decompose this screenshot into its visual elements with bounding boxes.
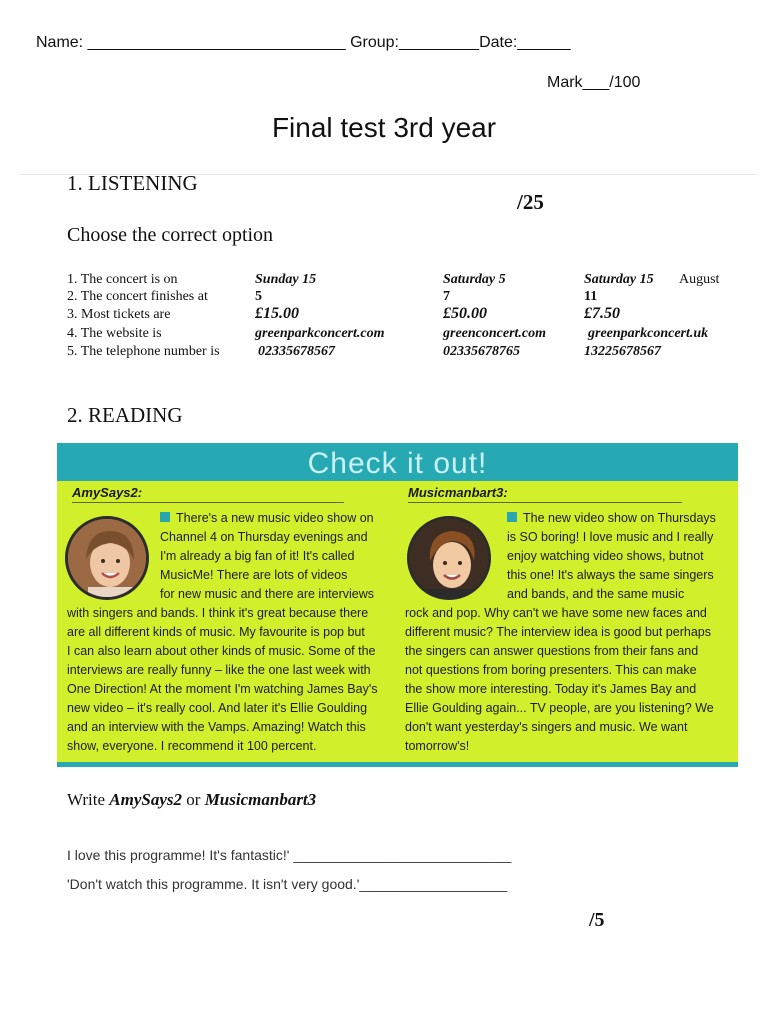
question-text: 3. Most tickets are <box>67 307 171 322</box>
student-info-line: Name: _____________________________ Group:_________Date:______ <box>36 34 571 51</box>
option-c: 11 <box>584 289 598 304</box>
post-a-line: I'm already a big fan of it! It's called <box>160 549 355 563</box>
post-b-divider <box>408 502 682 503</box>
post-a-line: One Direction! At the moment I'm watching James Bay's <box>67 682 378 696</box>
post-a-username: AmySays2: <box>72 485 143 500</box>
post-b-line: not questions from boring presenters. This can make <box>405 663 697 677</box>
post-b-line: tomorrow's! <box>405 739 470 753</box>
reading-heading: 2. READING <box>67 403 183 427</box>
post-a-line: and an interview with the Vamps. Amazing! Watch this <box>67 720 366 734</box>
option-b: Saturday 5 <box>443 272 506 287</box>
option-a: 5 <box>255 289 262 304</box>
listening-instruction: Choose the correct option <box>67 224 274 246</box>
option-c: greenparkconcert.uk <box>588 326 709 341</box>
reading-score: /5 <box>589 909 605 931</box>
question-text: 2. The concert finishes at <box>67 289 208 304</box>
option-b: 7 <box>443 289 450 304</box>
option-extra: August <box>679 272 720 287</box>
post-b-line: this one! It's always the same singers <box>507 568 714 582</box>
post-a-line: I can also learn about other kinds of music. Some of the <box>67 644 376 658</box>
post-b-line: Ellie Goulding again... TV people, are you listening? We <box>405 701 714 715</box>
tag-a-icon <box>160 512 170 522</box>
avatar <box>407 516 491 600</box>
post-a-line: are all different kinds of music. My favourite is pop but <box>67 625 365 639</box>
post-a-line: with singers and bands. I think it's great because there <box>67 606 369 620</box>
option-b: greenconcert.com <box>443 326 547 341</box>
post-b-line: the show more interesting. Today it's James Bay and <box>405 682 697 696</box>
option-a: greenparkconcert.com <box>255 326 385 341</box>
banner-title: Check it out! <box>307 447 488 480</box>
post-a-line: new video – it's really cool. And later it's Ellie Goulding <box>67 701 368 715</box>
girl-portrait-icon <box>68 519 149 600</box>
answer-line[interactable]: 'Don't watch this programme. It isn't very good.'___________________ <box>67 876 508 892</box>
post-b-line: The new video show on Thursdays <box>507 511 716 525</box>
option-a: Sunday 15 <box>255 272 317 287</box>
post-b-username: Musicmanbart3: <box>408 485 508 500</box>
listening-heading: 1. LISTENING <box>67 171 198 195</box>
post-b-line: don't want yesterday's singers and music. We want <box>405 720 688 734</box>
post-a-line: Channel 4 on Thursday evenings and <box>160 530 368 544</box>
post-b-line: rock and pop. Why can't we have some new faces and <box>405 606 707 620</box>
option-c: £7.50 <box>584 305 620 322</box>
post-b-line: and bands, and the same music <box>507 587 685 601</box>
listening-score: /25 <box>517 190 544 214</box>
avatar <box>65 516 149 600</box>
mark-line: Mark___/100 <box>547 74 641 91</box>
answer-line[interactable]: I love this programme! It's fantastic!' ____________________________ <box>67 847 512 863</box>
option-c: 13225678567 <box>584 344 661 359</box>
question-text: 4. The website is <box>67 326 162 341</box>
post-a-line: interviews are really funny – like the one last week with <box>67 663 371 677</box>
post-b-line: different music? The interview idea is good but perhaps <box>405 625 711 639</box>
tag-b-icon <box>507 512 517 522</box>
option-c: Saturday 15 <box>584 272 654 287</box>
option-b: £50.00 <box>443 305 487 322</box>
post-b-line: enjoy watching video shows, butnot <box>507 549 704 563</box>
option-a: £15.00 <box>255 305 299 322</box>
option-a: 02335678567 <box>258 344 335 359</box>
write-instruction: Write AmySays2 or Musicmanbart3 <box>67 790 317 809</box>
reading-banner <box>57 443 738 481</box>
post-a-line: There's a new music video show on <box>160 511 374 525</box>
option-b: 02335678765 <box>443 344 520 359</box>
reading-passage <box>57 443 738 767</box>
boy-portrait-icon <box>410 519 491 600</box>
post-a-line: show, everyone. I recommend it 100 percent. <box>67 739 317 753</box>
post-b-line: the singers can answer questions from their fans and <box>405 644 699 658</box>
post-a-divider <box>72 502 344 503</box>
name-a: AmySays2 <box>109 790 183 809</box>
name-b: Musicmanbart3 <box>204 790 317 809</box>
post-b-line: is SO boring! I love music and I really <box>507 530 714 544</box>
post-a-line: for new music and there are interviews <box>160 587 374 601</box>
post-a-line: MusicMe! There are lots of videos <box>160 568 348 582</box>
question-text: 5. The telephone number is <box>67 344 220 359</box>
question-text: 1. The concert is on <box>67 272 178 287</box>
page-title: Final test 3rd year <box>271 112 497 143</box>
